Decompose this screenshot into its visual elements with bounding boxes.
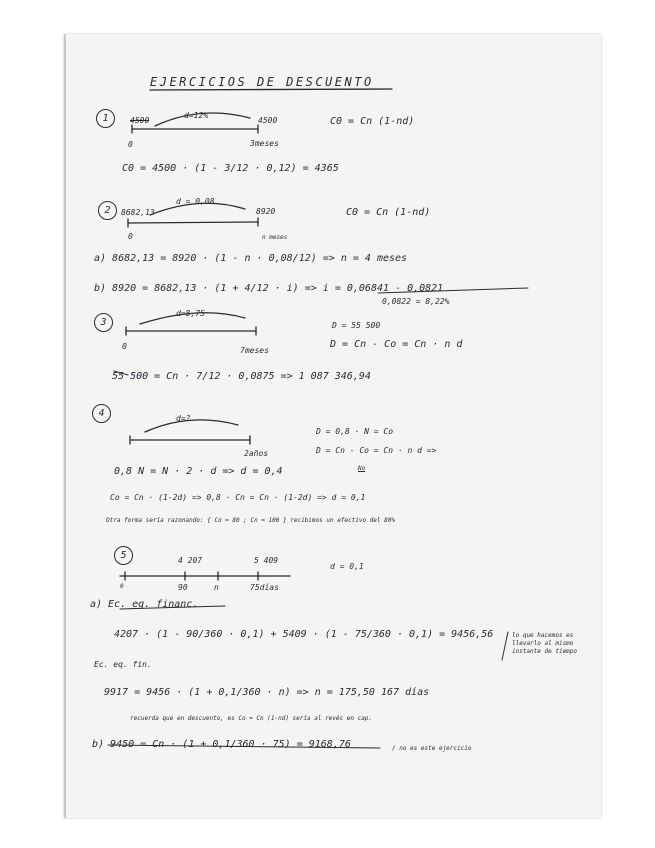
ex5-part-b: b) 9450 = Cn · (1 + 0,1/360 · 75) = 9168,76 xyxy=(92,739,351,750)
ex2-part-a: a) 8682,13 = 8920 · (1 - n · 0,08/12) => n = 4 meses xyxy=(94,253,408,264)
ex4-line2: D = Cn - Co = Cn · n d => xyxy=(316,446,437,455)
ex2-n-months: n meses xyxy=(262,234,288,241)
ex4-line4: Co = Cn · (1-2d) => 0,8 · Cn = Cn · (1-2d) => d = 0,1 xyxy=(110,493,366,502)
ex4-line1: D = 0,8 · N = Co xyxy=(316,427,394,436)
ex2-zero: 0 xyxy=(128,232,133,241)
ex4-years: 2años xyxy=(244,449,269,458)
ex4-line3: 0,8 N = N · 2 · d => d = 0,4 xyxy=(114,466,283,477)
ex3-months: 7meses xyxy=(240,346,269,355)
ex2-formula: C0 = Cn (1-nd) xyxy=(346,207,431,218)
ex5-value2: 5 409 xyxy=(254,556,279,565)
exercise-5-number: 5 xyxy=(114,546,133,565)
ex3-discount: D = 55 500 xyxy=(332,321,381,330)
ex2-right-value: 8920 xyxy=(256,207,276,216)
ex3-calculation: 55 500 = Cn · 7/12 · 0,0875 => 1 087 346,94 xyxy=(112,371,371,382)
ex3-zero: 0 xyxy=(122,342,127,351)
ex5-part-b-note: / no es este ejercicio xyxy=(392,745,472,752)
ex2-result: 0,0822 = 8,22% xyxy=(382,297,450,306)
exercise-4-number: 4 xyxy=(92,404,111,423)
ex5-part-a-calc: 4207 · (1 - 90/360 · 0,1) + 5409 · (1 - 75/360 · 0,1) = 9456,56 xyxy=(114,629,494,640)
ex2-timeline xyxy=(128,222,258,223)
ex5-rate: d = 0,1 xyxy=(330,562,364,571)
exercise-3-number: 3 xyxy=(94,313,113,332)
ex1-months: 3meses xyxy=(250,139,279,148)
ex1-rate: d=12% xyxy=(184,111,209,120)
ex5-axis-90: 90 xyxy=(178,583,188,592)
title-underline xyxy=(150,89,392,90)
ex1-left-value: 4500 xyxy=(130,116,150,125)
exercise-2-number: 2 xyxy=(98,201,117,220)
ex3-rate: d=8,75 xyxy=(176,309,205,318)
exercise-1-number: 1 xyxy=(96,109,115,128)
ex1-right-value: 4500 xyxy=(258,116,278,125)
ex5-axis-n: n xyxy=(214,583,219,592)
ex2-rate: d = 0,08 xyxy=(176,197,215,206)
ex2-part-b: b) 8920 = 8682,13 · (1 + 4/12 · i) => i = 0,06841 - 0,0821 xyxy=(94,283,444,294)
ex5-axis-75: 75días xyxy=(250,583,279,592)
ex1-formula: C0 = Cn (1-nd) xyxy=(330,116,415,127)
page-title: EJERCICIOS DE DESCUENTO xyxy=(150,75,374,89)
ex5-n-calc: 9917 = 9456 · (1 + 0,1/360 · n) => n = 175,50 167 días xyxy=(104,687,430,698)
ex5-note: lo que hacemos es llevarlo al mismo instante de tiempo xyxy=(512,632,578,655)
ex4-arc xyxy=(145,420,238,432)
ex5-reminder: recuerda que en descuento, es Co = Cn (1-nd) sería al revés en cap. xyxy=(130,715,373,722)
ex5-equation-label: Ec. eq. fin. xyxy=(94,660,152,669)
ex5-part-a-label: a) Ec. eq. financ. xyxy=(90,599,199,610)
ex4-no: No xyxy=(358,465,366,472)
ex3-formula: D = Cn - Co = Cn · n d xyxy=(330,339,463,350)
ex4-line5: Otra forma sería razonando: { Co = 80 ; Cn = 100 } recibimos un efectivo del 80% xyxy=(106,517,395,524)
ex4-rate: d=? xyxy=(176,414,191,423)
ex2-left-value: 8682,13 xyxy=(121,208,155,217)
ex5-value1: 4 207 xyxy=(178,556,203,565)
ex1-zero: 0 xyxy=(128,140,133,149)
ex5-axis-0: 0 xyxy=(120,583,124,590)
ex1-calculation: C0 = 4500 · (1 - 3/12 · 0,12) = 4365 xyxy=(122,163,339,174)
